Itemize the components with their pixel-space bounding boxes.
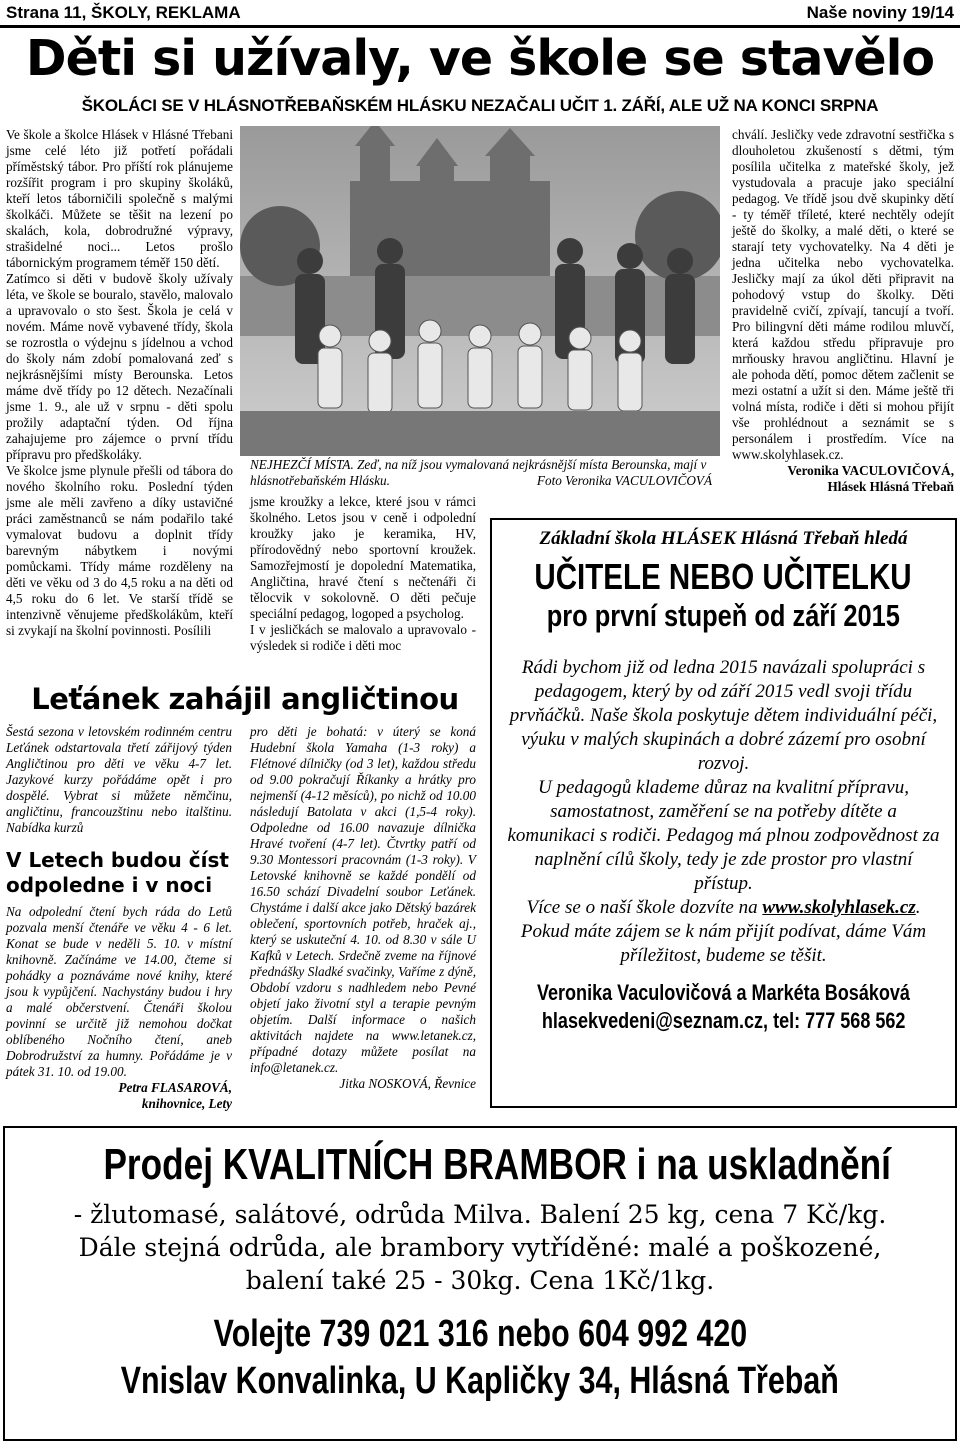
potato-address-wrap: [5, 1360, 955, 1403]
photo-caption-text: NEJHEZČÍ MÍSTA. Zeď, na níž jsou vymalovaná nejkrásnější místa Berounska, mají v hlásnotřebaňském Hlásku.: [250, 457, 707, 488]
signature-org: Hlásek Hlásná Třebaň: [827, 479, 954, 494]
ad-contact-names: Veronika Vaculovičová a Markéta Bosáková: [536, 980, 911, 1005]
paragraph: I v jesličkách se malovalo a upravovalo - výsledek si rodiče i děti moc: [250, 622, 476, 653]
article-title-lety: [6, 848, 232, 898]
potato-line-2: Dále stejná odrůda, ale brambory vytříděné: malé a poškozené,: [78, 1233, 882, 1262]
lety-signature-name: Petra FLASAROVÁ,: [118, 1080, 232, 1095]
ad-headline-1: UČITELE NEBO UČITELKU: [534, 556, 913, 597]
potato-sale-ad: [3, 1126, 957, 1441]
ad-contact-email-phone: hlasekvedeni@seznam.cz, tel: 777 568 562: [541, 1008, 906, 1033]
signature-name: Veronika VACULOVIČOVÁ,: [787, 463, 954, 478]
ad-body-2: U pedagogů klademe důraz na kvalitní přípravu, samostatnost, zaměření se na potřeby dítěte a komunikaci s rodiči. Pedagog má plnou zodpovědnost za naplnění cílů školy, tedy je zde prostor pro vlastní přístup.: [507, 777, 940, 894]
page-section-label: Strana 11, ŠKOLY, REKLAMA: [6, 3, 241, 22]
photo-children-castle-mural: [240, 126, 720, 456]
paragraph: Ve škole a školce Hlásek v Hlásné Třebani jsme celé léto již potřetí pořádali příměstský tábor. Pro příští rok plánujeme rozšířit program i pro skupiny školáků, kteří letos táborničili společně s malými školkáči. Můžete se těšit na lezení po skalách, kola, dobrodružné výpravy, strašidelné noci... Letos prošlo tábornickým programem téměř 150 dětí.: [6, 127, 233, 270]
letanek-text-right: [250, 724, 476, 1092]
lety-text: [6, 904, 232, 1112]
title-line: odpoledne i v noci: [6, 873, 213, 897]
title-line: V Letech budou číst: [6, 848, 229, 872]
potato-headline: Prodej KVALITNÍCH BRAMBOR i na uskladnění: [103, 1140, 891, 1189]
article-title-letanek: Leťánek zahájil angličtinou: [31, 682, 459, 716]
school-website-link[interactable]: www.skolyhlasek.cz: [762, 897, 916, 918]
article-subtitle: ŠKOLÁCI SE V HLÁSNOTŘEBAŇSKÉM HLÁSKU NEZAČALI UČIT 1. ZÁŘÍ, ALE UŽ NA KONCI SRPNA: [81, 96, 879, 115]
ad-body: [504, 656, 943, 968]
potato-phone-wrap: [5, 1313, 955, 1356]
potato-line-1: - žlutomasé, salátové, odrůda Milva. Balení 25 kg, cena 7 Kč/kg.: [73, 1200, 887, 1229]
letanek-text-left: Šestá sezona v letovském rodinném centru Leťánek odstartovala třetí zářijový týden Angličtinou pro děti ve věku 4-7 let. Jazykové kurzy pořádáme opět i pro dospělé. Vybrat si můžete němčinu, angličtinu, francouzštinu nebo italštinu. Nabídka kurzů: [6, 724, 232, 835]
potato-phone: Volejte 739 021 316 nebo 604 992 420: [213, 1313, 747, 1355]
ad-contact-2-wrap: [492, 1008, 955, 1034]
ad-headline-1-wrap: [492, 556, 955, 598]
lety-signature-org: knihovnice, Lety: [141, 1096, 232, 1111]
letanek-text: pro děti je bohatá: v úterý se koná Hudební škola Yamaha (1-3 roky) a Flétnové dílničky (od 3 let), každou středu od 9.00 pokračují Říkanky a hrátky pro nejmenší (4-12 měsíců), po nichž od 10.00 následují Batolata v akci (1,5-4 roky). Odpoledne od 16.00 navazuje dílnička Hravé tvoření (4-7 let). Čtvrtky patří od 9.30 Montessori pracovnám (1-3 roky). V Letovské knihovně se každé pondělí od 16.50 schází Divadelní soubor Leťánek. Chystáme i další akce jako Dětský bazárek oblečení, sportovních potřeb, hraček aj., který se uskuteční 4. 10. od 8.30 v sále U Kafků v Letech. Srdečně zveme na říjnové přednášky Sladké svačinky, Vaříme z dýně, Období vzdoru s nadhledem nebo Pevné objetí jako životní styl a terapie pevným objetím. Další informace o našich aktivitách najdete na www.letanek.cz, případné dotazy můžete posílat na info@letanek.cz.: [250, 724, 476, 1075]
ad-contact-1-wrap: [492, 980, 955, 1006]
lety-paragraph: Na odpolední čtení bych ráda do Letů pozvala menší čtenáře ve věku 4 - 6 let. Konat se bude v neděli 5. 10. v místní knihovně. Začínáme ve 14.00, čteme si pohádky a poznáváme nové knihy, které jsou k vypůjčení. Nachystány budou i hry a malé občerstvení. Čtenáři školou povinní se určitě již nemohou dočkat oblíbeného Nočního čtení, aneb Dobrodružství za humny. Pořádáme je v pátek 31. 10. od 19.00.: [6, 904, 232, 1079]
ad-body-3: [504, 896, 943, 968]
article-column-1: [6, 127, 233, 639]
potato-details: [5, 1198, 955, 1297]
potato-headline-wrap: [5, 1140, 955, 1190]
header-rule: [0, 25, 960, 28]
paragraph: jsme kroužky a lekce, které jsou v rámci školného. Letos jsou v ceně i odpolední kroužky jako je keramika, HV, přírodovědný nebo sportovní kroužek. Samozřejmostí je dopolední Matematika, Angličtina, hravé čtení s nečtenáři či tělocvik v sokolovně. O děti pečuje speciální pedagog, logoped a psycholog.: [250, 494, 476, 621]
ad-body-3-pre: Více se o naší škole dozvíte na: [526, 897, 758, 918]
ad-body-3-post: . Pokud máte zájem se k nám přijít podívat, dáme Vám příležitost, budeme se těšit.: [520, 897, 927, 966]
ad-lead: Základní škola HLÁSEK Hlásná Třebaň hledá: [539, 528, 908, 549]
article-column-3: [732, 127, 954, 495]
paragraph: Ve školce jsme plynule přešli od tábora do nového školního roku. Poslední týden jsme ale měli zavřeno a díky ustavičné práci zaměstnanců se nám podařilo také vymalovat budovu a doplnit třídy barevným nábytkem i novými pomůckami. Třídy máme rozděleny na děti ve věku od 3 do 4,5 roku a na děti od 4,5 roku do 6 let. Ve starší třídě se intenzivně věnujeme předškolákům, kteří si zvykají na školní povinnosti. Posílili: [6, 463, 233, 638]
school-job-ad: [490, 518, 957, 1108]
letanek-signature: Jitka NOSKOVÁ, Řevnice: [339, 1076, 476, 1091]
issue-label: Naše noviny 19/14: [806, 3, 954, 22]
potato-address: Vnislav Konvalinka, U Kapličky 34, Hlásná Třebaň: [120, 1360, 840, 1402]
potato-line-3: balení také 25 - 30kg. Cena 1Kč/1kg.: [245, 1266, 715, 1295]
ad-body-1: Rádi bychom již od ledna 2015 navázali spolupráci s pedagogem, který by od září 2015 vedl svoji třídu prvňáčků. Naše škola poskytuje dětem individuální péči, výuku v malých skupinách a dobré zázemí pro osobní rozvoj.: [509, 657, 938, 774]
ad-headline-2: pro první stupeň od září 2015: [546, 598, 901, 633]
photo-caption: [250, 457, 720, 489]
article-column-2: [250, 494, 476, 654]
paragraph: Zatímco si děti v budově školy užívaly léta, ve škole se bouralo, stavělo, malovalo a upravovalo o sto šest. Škola je celá v novém. Máme nově vybavené třídy, škola se rozrostla o výdejnu s jídelnou a vchod do školy nám zdobí pomalovaná zeď s nejkrásnějšími místy Berounska. Letos máme dvě třídy po 12 dětech. Nezačínali jsme 1. 9., ale už v srpnu - děti spolu prožily adaptační týden. Od října zahajujeme pro zájemce o první třídu přípravu pro předškoláky.: [6, 271, 233, 462]
ad-headline-2-wrap: [492, 598, 955, 634]
photo-illustration: [240, 126, 720, 456]
photo-credit: Foto Veronika VACULOVIČOVÁ: [536, 473, 712, 488]
paragraph: chválí. Jesličky vede zdravotní sestřička s dlouholetou zkušeností s dětmi, tým posílila učitelka z mateřské školy, jež vystudovala a pracuje jako speciální pedagog. Ve třídě jsou dvě skupinky dětí - ty téměř tříleté, které nechtěly odejít ještě do školky, a malé děti, o které se starají tety vychovatelky. Na 4 děti je jedna učitelka nebo vychovatelka. Jesličky mají za úkol děti připravit na pohodový vstup do školky. Děti pravidelně cvičí, zpívají, tancují a tvoří. Pro bilingvní děti máme rodilou mluvčí, která každou středu připravuje pro mrňousky hravou angličtinu. Hlavní je ale pohoda dětí, pomoc dětem začlenit se mezi ostatní a užít si den. Máme ještě tři volná místa, rodiče i děti si mohou přijít vše prohlédnout a seznámit se s personálem i prostředím. Více na www.skolyhlasek.cz.: [732, 127, 954, 462]
article-title: Děti si užívaly, ve škole se stavělo: [25, 30, 935, 87]
